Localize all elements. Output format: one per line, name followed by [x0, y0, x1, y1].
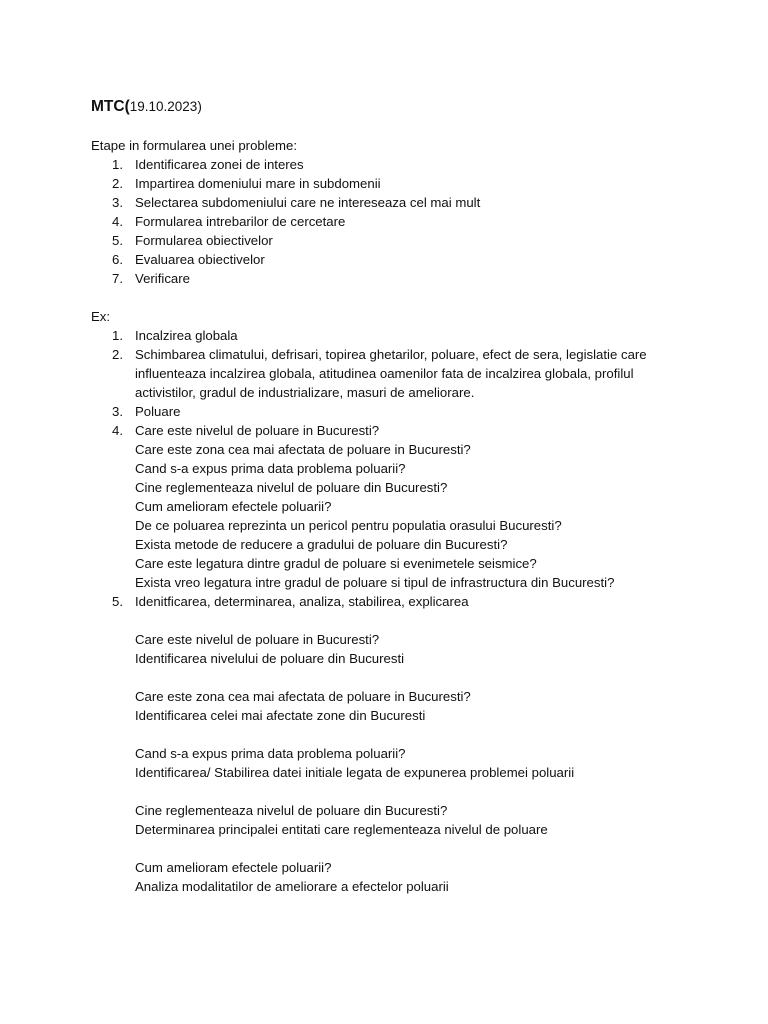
step-text: Impartirea domeniului mare in subdomenii — [135, 176, 381, 191]
step-text: Verificare — [135, 271, 190, 286]
qa-pair — [135, 801, 731, 839]
example-label: Ex: — [91, 309, 111, 324]
example-item: 1. Incalzirea globala — [112, 328, 238, 343]
example-text: Idenitficarea, determinarea, analiza, stabilirea, explicarea — [135, 594, 469, 609]
title-date: 19.10.2023) — [129, 99, 202, 114]
step-item: 2. Impartirea domeniului mare in subdomenii — [112, 176, 381, 191]
intro-text: Etape in formularea unei probleme: — [91, 138, 297, 153]
example-text-line: influenteaza incalzirea globala, atitudinea oamenilor fata de incalzirea globala, profilul — [135, 366, 634, 381]
step-text: Selectarea subdomeniului care ne intereseaza cel mai mult — [135, 195, 481, 210]
research-question: Care este zona cea mai afectata de poluare in Bucuresti? — [135, 442, 471, 457]
qa-objective: Identificarea celei mai afectate zone din Bucuresti — [135, 708, 426, 723]
example-item: 5. Idenitficarea, determinarea, analiza, stabilirea, explicarea Care este nivelul de poluare in Bucuresti? Identificarea nivelului de poluare din Bucuresti Care este zona cea mai afectata de poluare in Bucuresti? Identificarea celei mai afectate zone din Bucuresti Cand s-a expus prima data problema poluarii? Identificarea/ Stabilirea datei initiale legata de expunerea problemei poluarii Cine reglementeaza nivelul de poluare din Bucuresti? Determinarea principalei entitati care reglementeaza nivelul de poluare Cum amelioram efectele poluarii? Analiza modalitatilor de ameliorare a efectelor poluarii — [91, 592, 731, 896]
step-item: 1. Identificarea zonei de interes — [112, 157, 304, 172]
qa-objective: Identificarea/ Stabilirea datei initiale legata de expunerea problemei poluarii — [135, 765, 575, 780]
research-question: Care este legatura dintre gradul de poluare si evenimetele seismice? — [135, 556, 537, 571]
research-question: Care este nivelul de poluare in Bucuresti? — [135, 423, 380, 438]
step-item: 4. Formularea intrebarilor de cercetare — [112, 214, 346, 229]
qa-objective: Identificarea nivelului de poluare din Bucuresti — [135, 651, 405, 666]
research-question: Exista metode de reducere a gradului de poluare din Bucuresti? — [135, 537, 508, 552]
step-text: Formularea obiectivelor — [135, 233, 273, 248]
example-list — [91, 326, 731, 896]
example-text-line: Schimbarea climatului, defrisari, topirea ghetarilor, poluare, efect de sera, legislatie care — [135, 347, 647, 362]
step-item: 7. Verificare — [112, 271, 190, 286]
step-item: 5. Formularea obiectivelor — [112, 233, 273, 248]
qa-question: Cand s-a expus prima data problema poluarii? — [135, 746, 406, 761]
example-text: Incalzirea globala — [135, 328, 238, 343]
example-text-line: activistilor, gradul de industrializare, masuri de ameliorare. — [135, 385, 475, 400]
title-abbrev: MTC( — [91, 98, 130, 115]
example-item: 3. Poluare — [112, 404, 181, 419]
qa-pair — [135, 687, 731, 725]
qa-question: Cine reglementeaza nivelul de poluare din Bucuresti? — [135, 803, 448, 818]
step-text: Evaluarea obiectivelor — [135, 252, 265, 267]
steps-list — [91, 155, 731, 288]
document-content — [91, 96, 731, 896]
document-title — [91, 96, 731, 118]
research-question: Cum amelioram efectele poluarii? — [135, 499, 332, 514]
qa-objective: Determinarea principalei entitati care reglementeaza nivelul de poluare — [135, 822, 548, 837]
research-question: Exista vreo legatura intre gradul de poluare si tipul de infrastructura din Bucuresti? — [135, 575, 615, 590]
step-text: Formularea intrebarilor de cercetare — [135, 214, 346, 229]
step-text: Identificarea zonei de interes — [135, 157, 304, 172]
example-item: 4. Care este nivelul de poluare in Bucuresti? Care este zona cea mai afectata de poluare in Bucuresti? Cand s-a expus prima data problema poluarii? Cine reglementeaza nivelul de poluare din Bucuresti? Cum amelioram efectele poluarii? De ce poluarea reprezinta un pericol pentru populatia orasului Bucuresti? Exista metode de reducere a gradului de poluare din Bucuresti? Care este legatura dintre gradul de poluare si evenimetele seismice? Exista vreo legatura intre gradul de poluare si tipul de infrastructura din Bucuresti? — [91, 421, 731, 592]
research-question: Cand s-a expus prima data problema poluarii? — [135, 461, 406, 476]
example-item: 2. Schimbarea climatului, defrisari, topirea ghetarilor, poluare, efect de sera, legislatie care influenteaza incalzirea globala, atitudinea oamenilor fata de incalzirea globala, profilul activistilor, gradul de industrializare, masuri de ameliorare. — [91, 345, 731, 402]
qa-question: Care este zona cea mai afectata de poluare in Bucuresti? — [135, 689, 471, 704]
example-text: Poluare — [135, 404, 181, 419]
step-item: 6. Evaluarea obiectivelor — [112, 252, 265, 267]
qa-question: Cum amelioram efectele poluarii? — [135, 860, 332, 875]
research-question: Cine reglementeaza nivelul de poluare din Bucuresti? — [135, 480, 448, 495]
step-item: 3. Selectarea subdomeniului care ne intereseaza cel mai mult — [112, 195, 481, 210]
research-question: De ce poluarea reprezinta un pericol pentru populatia orasului Bucuresti? — [135, 518, 562, 533]
qa-question: Care este nivelul de poluare in Bucuresti? — [135, 632, 380, 647]
qa-pair — [135, 858, 731, 896]
qa-objective: Analiza modalitatilor de ameliorare a efectelor poluarii — [135, 879, 449, 894]
qa-pair — [135, 630, 731, 668]
qa-pair — [135, 744, 731, 782]
